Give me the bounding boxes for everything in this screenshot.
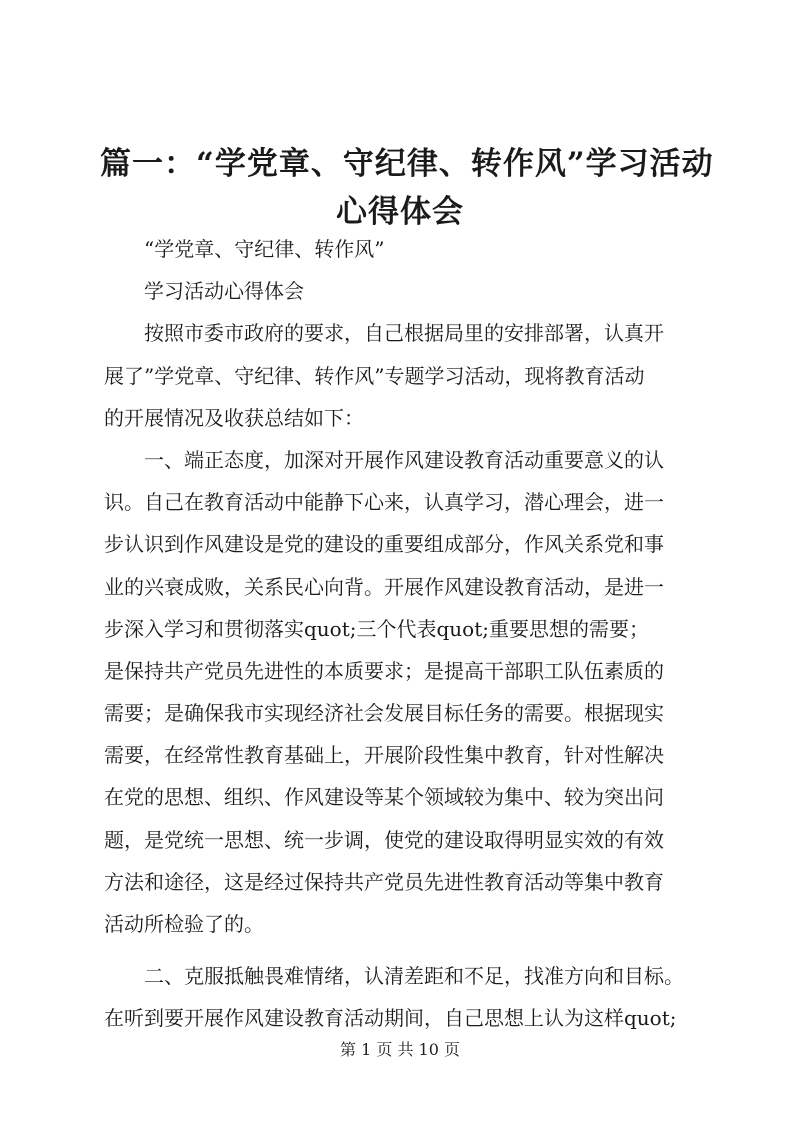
subtitle-line-2: 学习活动心得体会 [144, 279, 304, 304]
paragraph-2-line: 步深入学习和贯彻落实quot;三个代表quot;重要思想的需要； [104, 616, 649, 641]
paragraph-3-line: 在听到要开展作风建设教育活动期间，自己思想上认为这样quot; [104, 1006, 677, 1031]
paragraph-2-line: 识。自己在教育活动中能静下心来，认真学习，潜心理会，进一 [104, 490, 664, 515]
paragraph-2-line: 需要；是确保我市实现经济社会发展目标任务的需要。根据现实 [104, 701, 664, 726]
subtitle-line-1: “学党章、守纪律、转作风” [144, 237, 385, 261]
paragraph-2-line: 活动所检验了的。 [104, 912, 264, 936]
paragraph-2-line: 方法和途径，这是经过保持共产党员先进性教育活动等集中教育 [104, 869, 664, 894]
paragraph-2-line: 一、端正态度，加深对开展作风建设教育活动重要意义的认 [144, 447, 664, 472]
paragraph-2 [104, 439, 704, 945]
paragraph-3-line: 二、克服抵触畏难情绪，认清差距和不足，找准方向和目标。 [144, 964, 684, 989]
page-number-footer: 第 1 页 共 10 页 [340, 1040, 460, 1059]
paragraph-2-line: 题，是党统一思想、统一步调，使党的建设取得明显实效的有效 [104, 827, 664, 852]
paragraph-3 [104, 955, 704, 1039]
title-line-2: 心得体会 [336, 194, 464, 230]
paragraph-1-line: 的开展情况及收获总结如下： [104, 405, 364, 430]
paragraph-1 [104, 312, 704, 439]
document-body [104, 228, 704, 1040]
title-line-1: 篇一：“学党章、守纪律、转作风”学习活动 [100, 146, 714, 182]
paragraph-1-line: 按照市委市政府的要求，自己根据局里的安排部署，认真开 [144, 321, 664, 346]
paragraph-2-line: 业的兴衰成败，关系民心向背。开展作风建设教育活动，是进一 [104, 574, 664, 599]
paragraph-spacer [104, 945, 704, 955]
paragraph-2-line: 在党的思想、组织、作风建设等某个领域较为集中、较为突出问 [104, 785, 664, 810]
paragraph-2-line: 是保持共产党员先进性的本质要求；是提高干部职工队伍素质的 [104, 658, 664, 683]
paragraph-1-line: 展了”学党章、守纪律、转作风”专题学习活动，现将教育活动 [104, 363, 645, 388]
paragraph-2-line: 步认识到作风建设是党的建设的重要组成部分，作风关系党和事 [104, 532, 664, 557]
document-title [100, 140, 714, 236]
paragraph-2-line: 需要，在经常性教育基础上，开展阶段性集中教育，针对性解决 [104, 743, 664, 768]
